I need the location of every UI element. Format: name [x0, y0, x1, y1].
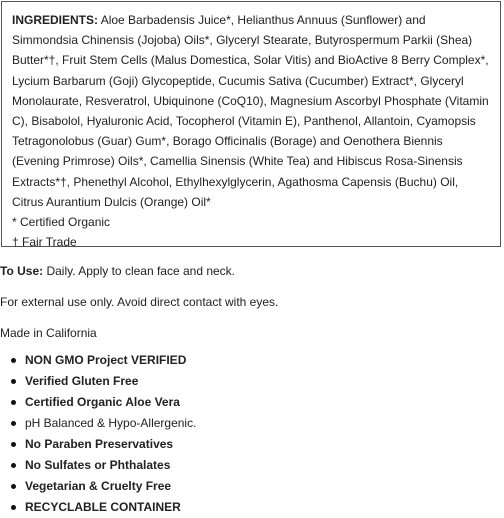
claim-label: No Sulfates or Phthalates [25, 458, 171, 472]
claim-label: pH Balanced & Hypo-Allergenic. [25, 416, 197, 430]
claim-label: Certified Organic Aloe Vera [25, 395, 180, 409]
bullet-icon [11, 421, 16, 426]
claim-label: No Paraben Preservatives [25, 437, 174, 451]
ingredients-text: Aloe Barbadensis Juice*, Helianthus Annuus (Sunflower) and Simmondsia Chinensis (Jojoba) Oils*, Glyceryl Stearate, Butyrospermum Parkii (Shea) Butter*†, Fruit Stem Cells (Malus Domestica, Solar Vitis) and BioActive 8 Berry Complex*, Lycium Barbarum (Goji) Glycopeptide, Cucumis Sativa (Cucumber) Extract*, Glyceryl Monolaurate, Resveratrol, Ubiquinone (CoQ10), Magnesium Ascorbyl Phosphate (Vitamin C), Bisabolol, Hyaluronic Acid, Tocopherol (Vitamin E), Panthenol, Allantoin, Cyamopsis Tetragonolobus (Guar) Gum*, Borago Officinalis (Borage) and Oenothera Biennis (Evening Primrose) Oils*, Camellia Sinensis (White Tea) and Hibiscus Rosa-Sinensis Extracts*†, Phenethyl Alcohol, Ethylhexylglycerin, Agathosma Capensis (Buchu) Oil, Citrus Aurantium Dulcis (Orange) Oil* [12, 13, 489, 209]
external-use-text: For external use only. Avoid direct contact with eyes. [0, 295, 279, 309]
bullet-icon [11, 463, 16, 468]
claim-item [25, 392, 196, 413]
claim-label: NON GMO Project VERIFIED [25, 353, 187, 367]
to-use-label: To Use: [0, 264, 44, 278]
to-use-paragraph [0, 263, 235, 279]
fair-trade-note: † Fair Trade [12, 235, 77, 250]
claim-label: Vegetarian & Cruelty Free [25, 479, 172, 493]
bullet-icon [11, 484, 16, 489]
claim-label: RECYCLABLE CONTAINER [25, 500, 181, 514]
ingredients-paragraph [12, 10, 490, 212]
claim-item [25, 371, 196, 392]
claim-item [25, 497, 196, 518]
claim-item [25, 455, 196, 476]
ingredients-box [1, 1, 501, 250]
to-use-text: Daily. Apply to clean face and neck. [43, 264, 236, 278]
made-in-text: Made in California [0, 326, 97, 340]
bullet-icon [11, 400, 16, 405]
claim-label: Verified Gluten Free [25, 374, 139, 388]
bullet-icon [11, 379, 16, 384]
bullet-icon [11, 505, 16, 510]
claims-list [0, 350, 196, 518]
claim-item [25, 434, 196, 455]
bullet-icon [11, 442, 16, 447]
bullet-icon [11, 358, 16, 363]
ingredients-label: INGREDIENTS: [12, 13, 99, 27]
claim-item [25, 350, 196, 371]
claim-item [25, 413, 196, 434]
certified-organic-note: * Certified Organic [12, 215, 111, 230]
claim-item [25, 476, 196, 497]
